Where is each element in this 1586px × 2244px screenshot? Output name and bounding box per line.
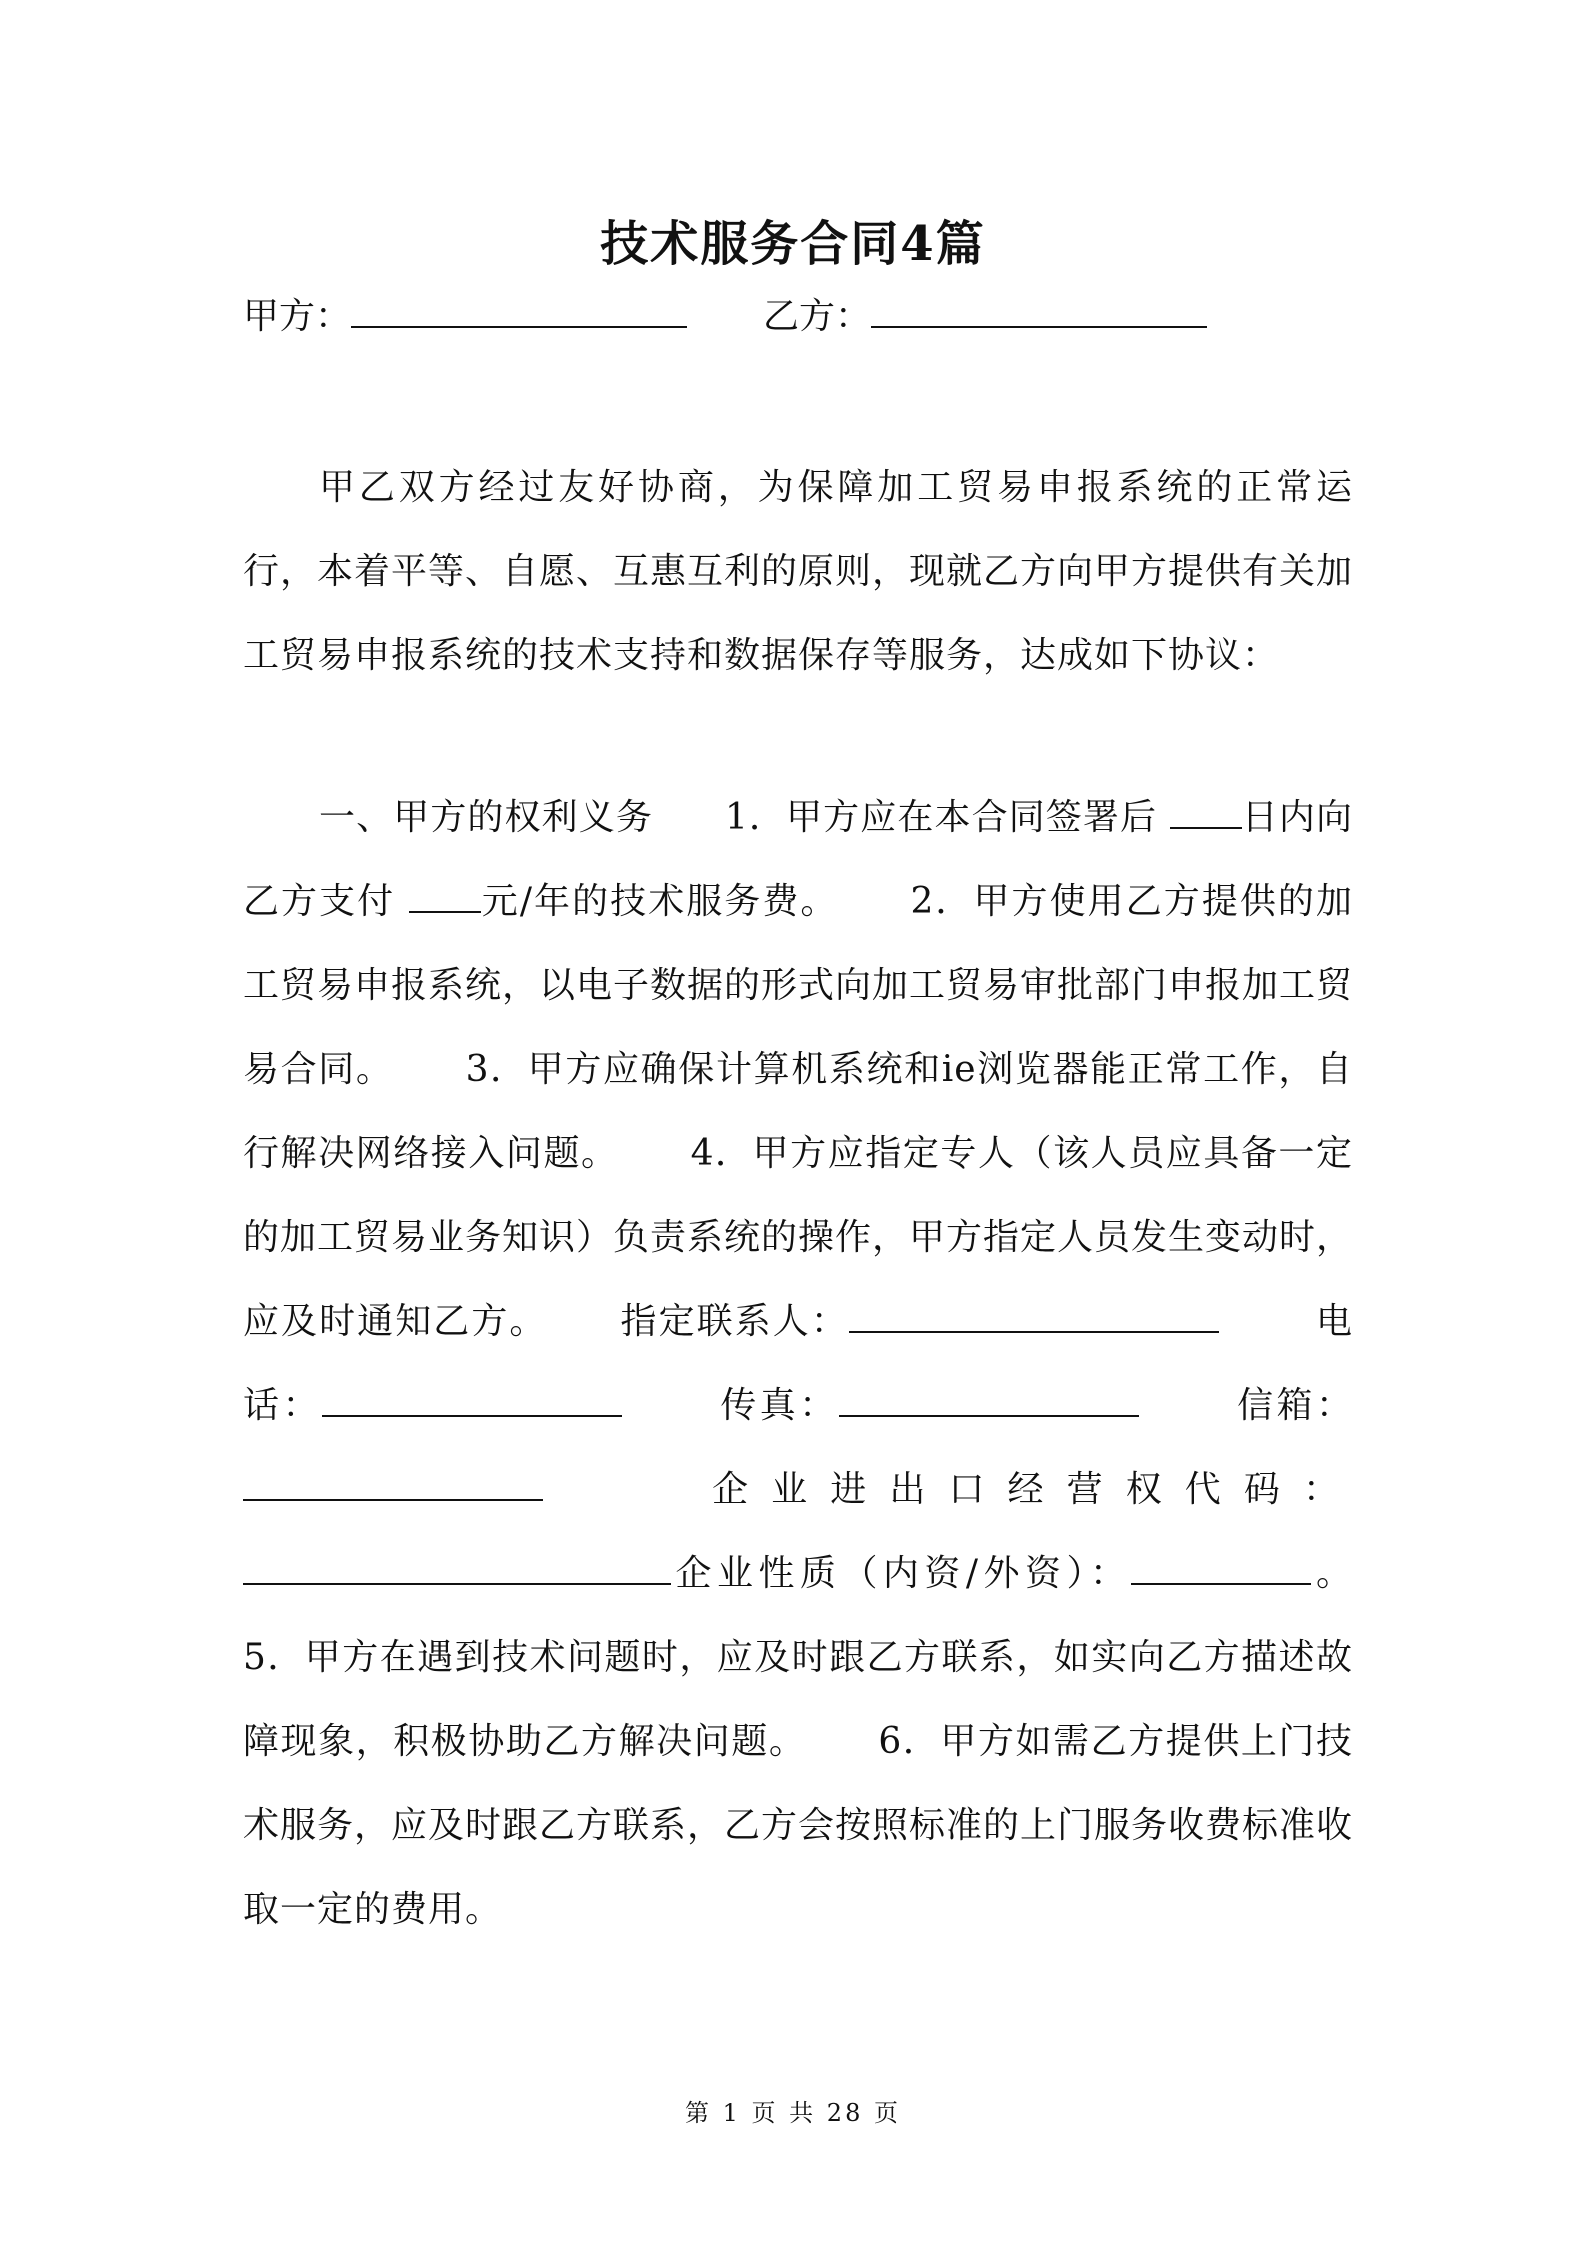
- phone-blank[interactable]: [322, 1381, 622, 1417]
- clause-item-1a: 1．甲方应在本合同签署后: [724, 797, 1158, 838]
- parties-line: [243, 292, 1207, 342]
- email-blank[interactable]: [243, 1465, 543, 1501]
- party-b-label: 乙方：: [763, 296, 872, 337]
- clause-paragraph: [243, 776, 1353, 1952]
- fax-blank[interactable]: [839, 1381, 1139, 1417]
- clause-item-6: 6．甲方如需乙方提供上门技术服务，应及时跟乙方联系，乙方会按照标准的上门服务收费标准收取一定的费用。: [243, 1721, 1354, 1930]
- clause-item-1c: 元/年的技术服务费。: [480, 881, 839, 922]
- clause-item-3: 3．甲方应确保计算机系统和ie浏览器能正常工作，自行解决网络接入问题。: [243, 1049, 1353, 1174]
- document-title: 技术服务合同4篇: [600, 216, 986, 272]
- contact-blank[interactable]: [849, 1297, 1219, 1333]
- intro-paragraph: 甲乙双方经过友好协商，为保障加工贸易申报系统的正常运行，本着平等、自愿、互惠互利的原则，现就乙方向甲方提供有关加工贸易申报系统的技术支持和数据保存等服务，达成如下协议：: [243, 467, 1354, 676]
- code-label: 企业进出口经营权代码：: [703, 1469, 1353, 1510]
- party-a-label: 甲方：: [243, 296, 352, 337]
- contact-label: 指定联系人：: [619, 1301, 849, 1342]
- nature-label: 企业性质（内资/外资）：: [671, 1553, 1132, 1594]
- fee-blank[interactable]: [409, 877, 481, 913]
- page-footer: 第 1 页 共 28 页: [685, 2099, 901, 2127]
- days-blank[interactable]: [1170, 793, 1242, 829]
- clause-item-1b: 日内向乙方支付: [243, 797, 1354, 922]
- clause-item-2: 2．甲方使用乙方提供的加工贸易申报系统，以电子数据的形式向加工贸易审批部门申报加工贸易合同。: [243, 881, 1354, 1090]
- nature-end: 。: [1311, 1553, 1353, 1594]
- clause-item-4: 4．甲方应指定专人（该人员应具备一定的加工贸易业务知识）负责系统的操作，甲方指定人员发生变动时，应及时通知乙方。: [243, 1133, 1354, 1342]
- clause-heading: 一、甲方的权利义务: [319, 797, 653, 838]
- email-label: 信箱：: [1234, 1385, 1353, 1426]
- party-b-blank[interactable]: [871, 292, 1207, 328]
- code-blank[interactable]: [243, 1549, 671, 1585]
- nature-blank[interactable]: [1131, 1549, 1311, 1585]
- party-a-blank[interactable]: [351, 292, 687, 328]
- clause-item-5: 5．甲方在遇到技术问题时，应及时跟乙方联系，如实向乙方描述故障现象，积极协助乙方解决问题。: [243, 1637, 1353, 1762]
- phone-label: 电话：: [243, 1301, 1353, 1426]
- fax-label: 传真：: [717, 1385, 839, 1426]
